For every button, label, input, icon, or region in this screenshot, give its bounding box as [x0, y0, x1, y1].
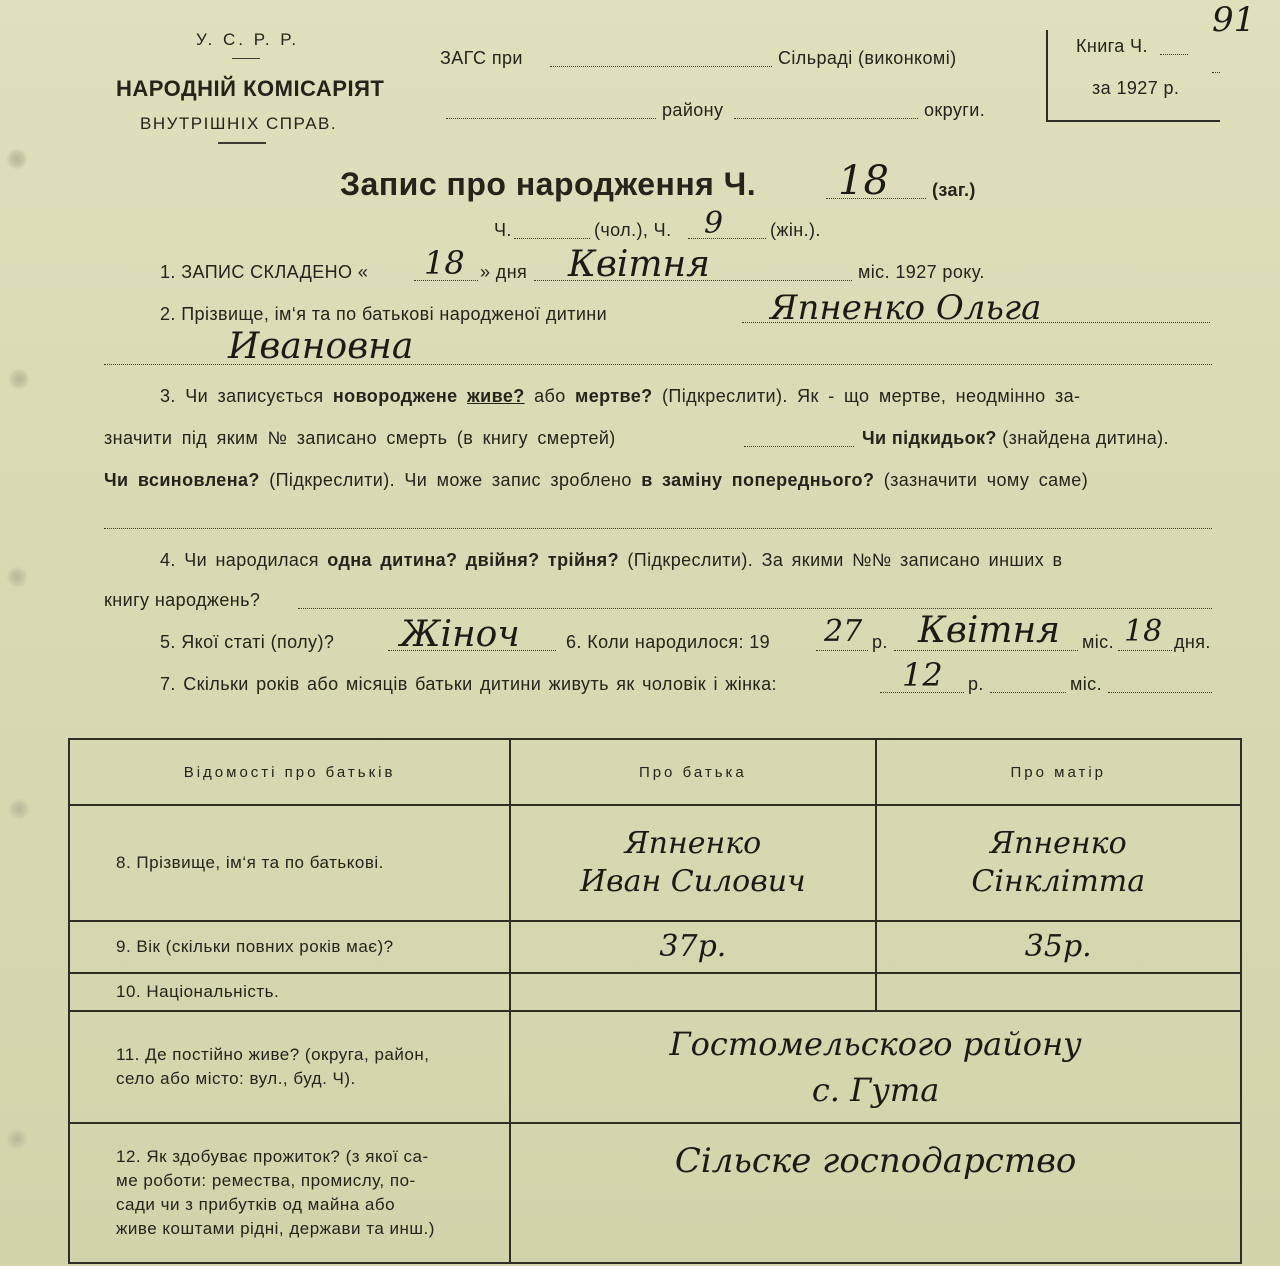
- punch-hole: [6, 1128, 28, 1150]
- record-number: 18: [838, 158, 889, 204]
- punch-hole: [8, 368, 30, 390]
- ministry-title: НАРОДНІЙ КОМІСАРІЯТ: [116, 76, 385, 101]
- field-6-year: 27: [824, 614, 863, 649]
- row-label: 8. Прізвище, ім‘я та по батькові.: [69, 805, 510, 921]
- field-6-month-line: [894, 650, 1078, 651]
- field-3-line-1: 3. Чи записується новороджене живе? або мертве? (Підкреслити). Як - що мертве, неодмінно за-: [160, 386, 1081, 406]
- rayon-label: району: [662, 100, 724, 120]
- field-1-tail: міс. 1927 року.: [858, 262, 985, 282]
- table-row: [69, 973, 1241, 1011]
- field-1-day-line: [414, 280, 478, 281]
- row-label: 10. Національність.: [69, 973, 510, 1011]
- table-header: Відомості про батьків: [69, 739, 510, 805]
- field-2-label: 2. Прізвище, ім‘я та по батькові народженої дитини: [160, 304, 608, 324]
- field-5-value: Жіноч: [400, 614, 520, 655]
- field-3-line-2: значити під яким № записано смерть (в книгу смертей): [104, 428, 616, 448]
- state-label: У. С. Р. Р.: [196, 30, 300, 49]
- field-6-year-line: [816, 650, 868, 651]
- field-2-line-2: [104, 364, 1212, 365]
- page-number: 91: [1212, 0, 1256, 40]
- female-number-field: [688, 238, 766, 239]
- mother-nationality: [876, 973, 1241, 1011]
- book-year: за 1927 р.: [1092, 78, 1180, 98]
- punch-hole: [8, 798, 30, 820]
- father-nationality: [510, 973, 875, 1011]
- field-6-label: 6. Коли народилося: 19: [566, 632, 771, 652]
- row-label: 9. Вік (скільки повних років має)?: [69, 921, 510, 973]
- field-4-line-2: книгу народжень?: [104, 590, 261, 610]
- field-1-label: 1. ЗАПИС СКЛАДЕНО «: [160, 262, 369, 282]
- book-year-field: [1212, 72, 1220, 73]
- female-number: 9: [704, 206, 724, 241]
- field-5-line: [388, 650, 556, 651]
- okruga-field: [734, 118, 918, 119]
- field-6-day: 18: [1124, 614, 1163, 649]
- divider: [232, 58, 260, 59]
- male-number-field: [514, 238, 590, 239]
- row-label: 11. Де постійно живе? (округа, район, село або місто: вул., буд. Ч).: [69, 1011, 510, 1123]
- field-7-months-line: [990, 692, 1066, 693]
- table-header: Про батька: [510, 739, 875, 805]
- field-6-day-line: [1118, 650, 1172, 651]
- field-3-line-3: Чи всиновлена? (Підкреслити). Чи може запис зроблено в заміну попереднього? (зазначити чому саме): [104, 470, 1089, 490]
- table-row: [69, 805, 1241, 921]
- residence-value: Гостомельского району с. Гута: [510, 1011, 1241, 1123]
- mother-name: Япненко Сінклітта: [876, 805, 1241, 921]
- field-7-tail-line: [1108, 692, 1212, 693]
- zags-suffix: Сільраді (виконкомі): [778, 48, 957, 68]
- page-title: Запис про народження Ч.: [340, 166, 757, 202]
- father-age: 37р.: [510, 921, 875, 973]
- record-zag: (заг.): [932, 180, 976, 200]
- field-1-month-line: [534, 280, 852, 281]
- zags-prefix: ЗАГС при: [440, 48, 523, 68]
- mother-age: 35р.: [876, 921, 1241, 973]
- divider: [218, 142, 266, 144]
- zhin-label: (жін.).: [770, 220, 821, 240]
- field-1-month: Квітня: [568, 244, 711, 285]
- record-number-field: [826, 198, 926, 199]
- field-7-label: 7. Скільки років або місяців батьки дитини живуть як чоловік і жінка:: [160, 674, 777, 694]
- field-7-years: 12: [902, 656, 943, 694]
- table-row: [69, 1123, 1241, 1263]
- field-2-value-1: Япненко Ольга: [770, 288, 1042, 328]
- book-label: Книга Ч.: [1076, 36, 1148, 56]
- field-2-value-2: Ивановна: [228, 326, 414, 367]
- punch-hole: [6, 566, 28, 588]
- table-header: Про матір: [876, 739, 1241, 805]
- field-1-day: 18: [424, 244, 465, 282]
- book-number-field: [1160, 54, 1188, 55]
- field-6-month: Квітня: [918, 610, 1061, 651]
- okruga-label: округи.: [924, 100, 986, 120]
- ch-label: Ч.: [494, 220, 512, 240]
- field-7-mis: міс.: [1070, 674, 1102, 694]
- field-4-line-1: 4. Чи народилася одна дитина? двійня? трійня? (Підкреслити). За якими №№ записано инших в: [160, 550, 1063, 570]
- occupation-value: Сільске господарство: [510, 1123, 1241, 1263]
- field-2-line-1: [742, 322, 1210, 323]
- field-3-death-number-field: [744, 446, 854, 447]
- field-7-years-line: [880, 692, 964, 693]
- table-header-row: [69, 739, 1241, 805]
- punch-hole: [6, 148, 28, 170]
- field-6-mis: міс.: [1082, 632, 1114, 652]
- field-3-line-4: [104, 528, 1212, 529]
- field-4-field: [298, 608, 1212, 609]
- field-1-mid: » дня: [480, 262, 528, 282]
- field-5-label: 5. Якої статі (полу)?: [160, 632, 335, 652]
- table-row: [69, 921, 1241, 973]
- field-3-line-2-b: Чи підкидьок? (знайдена дитина).: [862, 428, 1169, 448]
- chol-label: (чол.), Ч.: [594, 220, 672, 240]
- table-row: [69, 1011, 1241, 1123]
- father-name: Япненко Иван Силович: [510, 805, 875, 921]
- parents-table: [68, 738, 1242, 1264]
- field-6-dnya: дня.: [1174, 632, 1211, 652]
- ministry-subtitle: ВНУТРІШНІХ СПРАВ.: [140, 114, 338, 133]
- row-label: 12. Як здобуває прожиток? (з якої са- ме роботи: ремества, промислу, по- сади чи з прибутків од майна або живе коштами рідні, держави та инш.): [69, 1123, 510, 1263]
- field-7-r: р.: [968, 674, 984, 694]
- field-6-r: р.: [872, 632, 888, 652]
- zags-field: [550, 66, 772, 67]
- rayon-field: [446, 118, 656, 119]
